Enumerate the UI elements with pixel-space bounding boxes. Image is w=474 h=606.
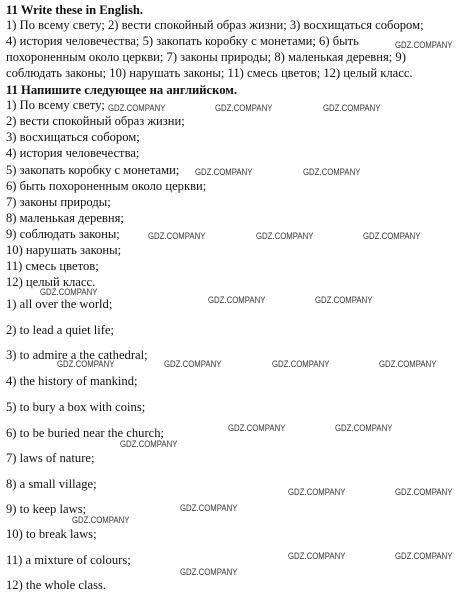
answer-item: 11) a mixture of colours; [6, 553, 131, 567]
list-item: 4) история человечества; [6, 146, 140, 160]
watermark: GDZ.COMPANY [395, 40, 453, 51]
list-item: 11) смесь цветов; [6, 259, 99, 273]
watermark: GDZ.COMPANY [195, 167, 253, 178]
watermark: GDZ.COMPANY [288, 487, 346, 498]
answer-item: 5) to bury a box with coins; [6, 400, 146, 414]
watermark: GDZ.COMPANY [148, 231, 206, 242]
watermark: GDZ.COMPANY [379, 359, 437, 370]
watermark: GDZ.COMPANY [120, 439, 178, 450]
watermark: GDZ.COMPANY [228, 423, 286, 434]
list-item: 7) законы природы; [6, 195, 111, 209]
answer-item: 6) to be buried near the church; [6, 426, 165, 440]
task-line: 1) По всему свету; 2) вести спокойный образ жизни; 3) восхищаться собором; [6, 18, 424, 32]
watermark: GDZ.COMPANY [335, 423, 393, 434]
task-line: 4) история человечества; 5) закопать коробку с монетами; 6) быть [6, 34, 359, 48]
watermark: GDZ.COMPANY [315, 295, 373, 306]
list-item: 3) восхищаться собором; [6, 130, 140, 144]
watermark: GDZ.COMPANY [180, 567, 238, 578]
watermark: GDZ.COMPANY [288, 551, 346, 562]
list-item: 2) вести спокойный образ жизни; [6, 114, 185, 128]
list-item: 10) нарушать законы; [6, 243, 122, 257]
list-item: 9) соблюдать законы; [6, 227, 120, 241]
list-item: 6) быть похороненным около церкви; [6, 179, 207, 193]
answer-item: 2) to lead a quiet life; [6, 323, 115, 337]
watermark: GDZ.COMPANY [363, 231, 421, 242]
watermark: GDZ.COMPANY [208, 295, 266, 306]
watermark: GDZ.COMPANY [108, 103, 166, 114]
answer-item: 4) the history of mankind; [6, 374, 138, 388]
answer-item: 3) to admire a the cathedral; [6, 348, 148, 362]
answer-item: 8) a small village; [6, 477, 97, 491]
watermark: GDZ.COMPANY [256, 231, 314, 242]
watermark: GDZ.COMPANY [40, 287, 98, 298]
watermark: GDZ.COMPANY [395, 551, 453, 562]
answer-item: 1) all over the world; [6, 297, 113, 311]
exercise-heading-english: 11 Write these in English. [6, 3, 144, 17]
watermark: GDZ.COMPANY [72, 515, 130, 526]
watermark: GDZ.COMPANY [164, 359, 222, 370]
answer-item: 10) to break laws; [6, 527, 97, 541]
list-item: 8) маленькая деревня; [6, 211, 124, 225]
watermark: GDZ.COMPANY [323, 103, 381, 114]
watermark: GDZ.COMPANY [272, 359, 330, 370]
list-item: 1) По всему свету; [6, 98, 105, 112]
task-line: соблюдать законы; 10) нарушать законы; 11) смесь цветов; 12) целый класс. [6, 66, 413, 80]
answer-item: 12) the whole class. [6, 578, 107, 592]
watermark: GDZ.COMPANY [215, 103, 273, 114]
task-line: похороненным около церкви; 7) законы природы; 8) маленькая деревня; 9) [6, 50, 406, 64]
watermark: GDZ.COMPANY [180, 503, 238, 514]
watermark: GDZ.COMPANY [395, 487, 453, 498]
watermark: GDZ.COMPANY [57, 359, 115, 370]
list-item: 12) целый класс. [6, 275, 96, 289]
answer-item: 9) to keep laws; [6, 502, 87, 516]
list-item: 5) закопать коробку с монетами; [6, 163, 180, 177]
watermark: GDZ.COMPANY [303, 167, 361, 178]
exercise-heading-russian: 11 Напишите следующее на английском. [6, 83, 238, 97]
answer-item: 7) laws of nature; [6, 451, 95, 465]
